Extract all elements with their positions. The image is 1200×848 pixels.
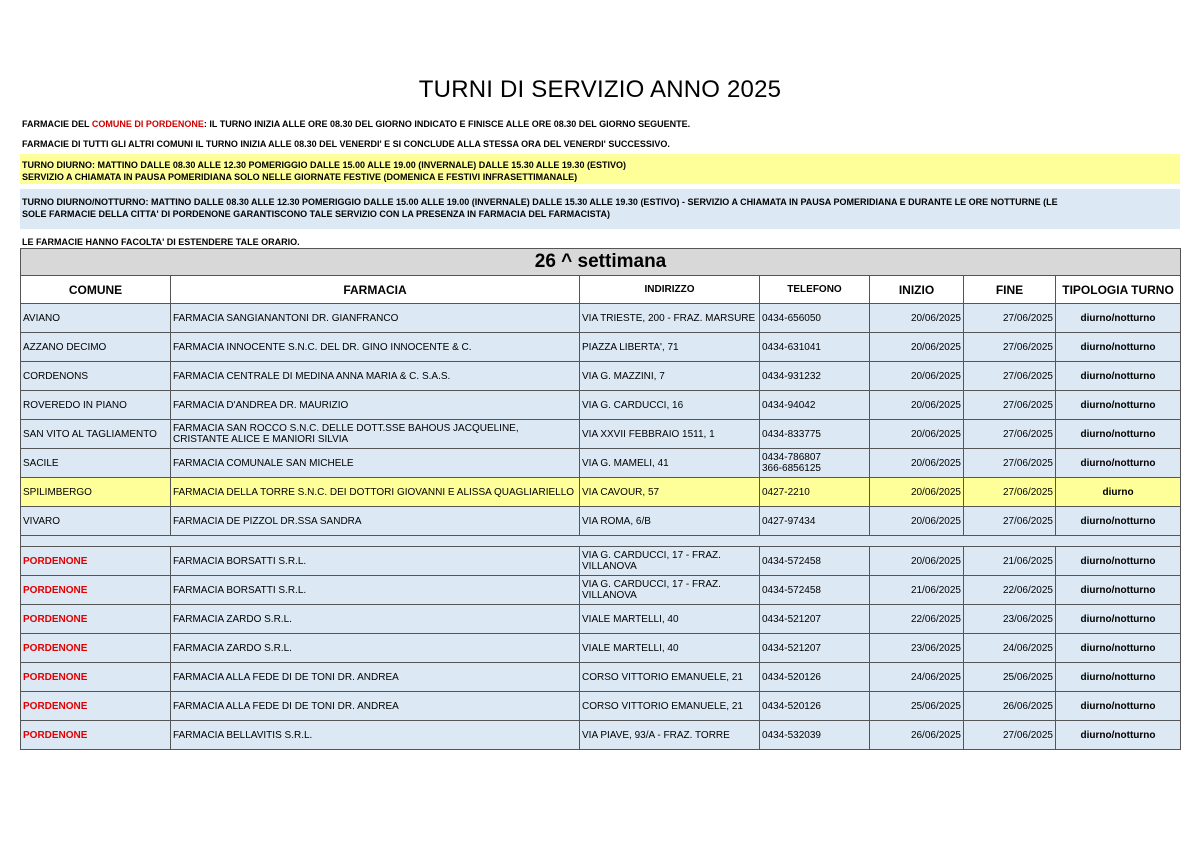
cell-telefono: 0427-2210 xyxy=(760,478,870,507)
cell-tipologia: diurno/notturno xyxy=(1056,507,1181,536)
cell-comune: AVIANO xyxy=(21,304,171,333)
cell-comune: VIVARO xyxy=(21,507,171,536)
cell-fine: 26/06/2025 xyxy=(964,692,1056,721)
cell-fine: 27/06/2025 xyxy=(964,304,1056,333)
cell-farmacia: FARMACIA D'ANDREA DR. MAURIZIO xyxy=(171,391,580,420)
table-row xyxy=(21,663,1181,692)
cell-inizio: 20/06/2025 xyxy=(870,304,964,333)
cell-indirizzo: VIA G. CARDUCCI, 16 xyxy=(580,391,760,420)
cell-inizio: 20/06/2025 xyxy=(870,391,964,420)
cell-tipologia: diurno/notturno xyxy=(1056,634,1181,663)
cell-farmacia: FARMACIA ZARDO S.R.L. xyxy=(171,605,580,634)
note-notturno-1: TURNO DIURNO/NOTTURNO: MATTINO DALLE 08.30 ALLE 12.30 POMERIGGIO DALLE 15.00 ALLE 19.00 (INVERNALE) DALLE 15.30 ALLE 19.30 (ESTIVO) - SERVIZIO A CHIAMATA IN PAUSA POMERIDIANA E DURANTE LE ORE NOTTURNE (LE xyxy=(22,197,1058,207)
cell-farmacia: FARMACIA ZARDO S.R.L. xyxy=(171,634,580,663)
cell-tipologia: diurno/notturno xyxy=(1056,692,1181,721)
cell-telefono: 0434-631041 xyxy=(760,333,870,362)
cell-inizio: 24/06/2025 xyxy=(870,663,964,692)
table-row xyxy=(21,605,1181,634)
cell-tipologia: diurno/notturno xyxy=(1056,547,1181,576)
cell-comune: PORDENONE xyxy=(21,576,171,605)
cell-fine: 27/06/2025 xyxy=(964,333,1056,362)
cell-tipologia: diurno/notturno xyxy=(1056,420,1181,449)
cell-inizio: 20/06/2025 xyxy=(870,478,964,507)
cell-indirizzo: VIALE MARTELLI, 40 xyxy=(580,634,760,663)
cell-comune: PORDENONE xyxy=(21,663,171,692)
cell-fine: 27/06/2025 xyxy=(964,362,1056,391)
table-row xyxy=(21,576,1181,605)
cell-telefono: 0434-833775 xyxy=(760,420,870,449)
cell-indirizzo: VIA G. CARDUCCI, 17 - FRAZ. VILLANOVA xyxy=(580,547,760,576)
cell-inizio: 21/06/2025 xyxy=(870,576,964,605)
cell-indirizzo: VIA G. CARDUCCI, 17 - FRAZ. VILLANOVA xyxy=(580,576,760,605)
cell-farmacia: FARMACIA ALLA FEDE DI DE TONI DR. ANDREA xyxy=(171,663,580,692)
header-indirizzo: INDIRIZZO xyxy=(580,276,760,304)
cell-tipologia: diurno/notturno xyxy=(1056,605,1181,634)
cell-indirizzo: VIA G. MAZZINI, 7 xyxy=(580,362,760,391)
cell-comune: SAN VITO AL TAGLIAMENTO xyxy=(21,420,171,449)
cell-farmacia: FARMACIA ALLA FEDE DI DE TONI DR. ANDREA xyxy=(171,692,580,721)
header-inizio: INIZIO xyxy=(870,276,964,304)
note-facolta: LE FARMACIE HANNO FACOLTA' DI ESTENDERE TALE ORARIO. xyxy=(22,237,300,247)
cell-comune: SPILIMBERGO xyxy=(21,478,171,507)
cell-tipologia: diurno/notturno xyxy=(1056,576,1181,605)
other-comuni-rows xyxy=(21,304,1181,536)
cell-farmacia: FARMACIA DE PIZZOL DR.SSA SANDRA xyxy=(171,507,580,536)
cell-fine: 27/06/2025 xyxy=(964,507,1056,536)
cell-telefono: 0434-521207 xyxy=(760,605,870,634)
header-tipologia: TIPOLOGIA TURNO xyxy=(1056,276,1181,304)
cell-farmacia: FARMACIA INNOCENTE S.N.C. DEL DR. GINO INNOCENTE & C. xyxy=(171,333,580,362)
cell-fine: 22/06/2025 xyxy=(964,576,1056,605)
table-row xyxy=(21,333,1181,362)
cell-farmacia: FARMACIA BELLAVITIS S.R.L. xyxy=(171,721,580,750)
cell-inizio: 20/06/2025 xyxy=(870,449,964,478)
cell-fine: 27/06/2025 xyxy=(964,449,1056,478)
header-telefono: TELEFONO xyxy=(760,276,870,304)
spacer-row xyxy=(21,536,1181,547)
page-title: TURNI DI SERVIZIO ANNO 2025 xyxy=(418,76,782,103)
table-row xyxy=(21,449,1181,478)
cell-comune: CORDENONS xyxy=(21,362,171,391)
cell-fine: 24/06/2025 xyxy=(964,634,1056,663)
cell-indirizzo: VIA XXVII FEBBRAIO 1511, 1 xyxy=(580,420,760,449)
cell-fine: 25/06/2025 xyxy=(964,663,1056,692)
cell-indirizzo: VIALE MARTELLI, 40 xyxy=(580,605,760,634)
cell-inizio: 25/06/2025 xyxy=(870,692,964,721)
note-notturno-2: SOLE FARMACIE DELLA CITTA' DI PORDENONE GARANTISCONO TALE SERVIZIO CON LA PRESENZA IN FARMACIA DEL FARMACISTA) xyxy=(22,209,610,219)
cell-tipologia: diurno/notturno xyxy=(1056,391,1181,420)
note-pordenone xyxy=(22,118,690,130)
cell-inizio: 26/06/2025 xyxy=(870,721,964,750)
week-label: 26 ^ settimana xyxy=(21,249,1181,276)
cell-indirizzo: VIA PIAVE, 93/A - FRAZ. TORRE xyxy=(580,721,760,750)
header-farmacia: FARMACIA xyxy=(171,276,580,304)
cell-tipologia: diurno/notturno xyxy=(1056,721,1181,750)
cell-tipologia: diurno/notturno xyxy=(1056,449,1181,478)
cell-farmacia: FARMACIA CENTRALE DI MEDINA ANNA MARIA & C. S.A.S. xyxy=(171,362,580,391)
cell-tipologia: diurno/notturno xyxy=(1056,304,1181,333)
cell-tipologia: diurno/notturno xyxy=(1056,362,1181,391)
cell-telefono: 0434-786807 366-6856125 xyxy=(760,449,870,478)
cell-fine: 27/06/2025 xyxy=(964,478,1056,507)
table-row xyxy=(21,420,1181,449)
cell-telefono: 0434-532039 xyxy=(760,721,870,750)
cell-comune: SACILE xyxy=(21,449,171,478)
cell-comune: AZZANO DECIMO xyxy=(21,333,171,362)
table-row xyxy=(21,547,1181,576)
cell-comune: PORDENONE xyxy=(21,605,171,634)
cell-tipologia: diurno/notturno xyxy=(1056,333,1181,362)
cell-telefono: 0434-521207 xyxy=(760,634,870,663)
note-pordenone-highlight: COMUNE DI PORDENONE xyxy=(91,119,204,129)
cell-farmacia: FARMACIA SANGIANANTONI DR. GIANFRANCO xyxy=(171,304,580,333)
table-row xyxy=(21,304,1181,333)
cell-fine: 23/06/2025 xyxy=(964,605,1056,634)
cell-telefono: 0434-520126 xyxy=(760,663,870,692)
note-pordenone-suffix: : IL TURNO INIZIA ALLE ORE 08.30 DEL GIORNO INDICATO E FINISCE ALLE ORE 08.30 DEL GIORNO SEGUENTE. xyxy=(203,119,691,129)
cell-farmacia: FARMACIA BORSATTI S.R.L. xyxy=(171,576,580,605)
cell-farmacia: FARMACIA BORSATTI S.R.L. xyxy=(171,547,580,576)
note-pordenone-prefix: FARMACIE DEL xyxy=(22,119,92,129)
cell-indirizzo: CORSO VITTORIO EMANUELE, 21 xyxy=(580,663,760,692)
table-row xyxy=(21,634,1181,663)
turni-table xyxy=(20,248,1181,750)
cell-farmacia: FARMACIA COMUNALE SAN MICHELE xyxy=(171,449,580,478)
table-row xyxy=(21,478,1181,507)
note-diurno-2: SERVIZIO A CHIAMATA IN PAUSA POMERIDIANA SOLO NELLE GIORNATE FESTIVE (DOMENICA E FESTIVI INFRASETTIMANALE) xyxy=(22,172,578,182)
cell-inizio: 20/06/2025 xyxy=(870,547,964,576)
cell-telefono: 0434-572458 xyxy=(760,576,870,605)
cell-indirizzo: VIA CAVOUR, 57 xyxy=(580,478,760,507)
cell-comune: PORDENONE xyxy=(21,721,171,750)
cell-tipologia: diurno xyxy=(1056,478,1181,507)
cell-telefono: 0434-94042 xyxy=(760,391,870,420)
cell-inizio: 20/06/2025 xyxy=(870,420,964,449)
cell-inizio: 20/06/2025 xyxy=(870,362,964,391)
cell-farmacia: FARMACIA SAN ROCCO S.N.C. DELLE DOTT.SSE BAHOUS JACQUELINE, CRISTANTE ALICE E MANIORI SILVIA xyxy=(171,420,580,449)
note-diurno-1: TURNO DIURNO: MATTINO DALLE 08.30 ALLE 12.30 POMERIGGIO DALLE 15.00 ALLE 19.00 (INVERNALE) DALLE 15.30 ALLE 19.30 (ESTIVO) xyxy=(22,160,626,170)
cell-indirizzo: PIAZZA LIBERTA', 71 xyxy=(580,333,760,362)
cell-telefono: 0434-656050 xyxy=(760,304,870,333)
cell-inizio: 20/06/2025 xyxy=(870,333,964,362)
cell-fine: 27/06/2025 xyxy=(964,721,1056,750)
table-row xyxy=(21,391,1181,420)
cell-indirizzo: CORSO VITTORIO EMANUELE, 21 xyxy=(580,692,760,721)
table-row xyxy=(21,721,1181,750)
cell-fine: 21/06/2025 xyxy=(964,547,1056,576)
cell-telefono: 0434-520126 xyxy=(760,692,870,721)
table-row xyxy=(21,362,1181,391)
cell-comune: ROVEREDO IN PIANO xyxy=(21,391,171,420)
cell-farmacia: FARMACIA DELLA TORRE S.N.C. DEI DOTTORI GIOVANNI E ALISSA QUAGLIARIELLO xyxy=(171,478,580,507)
cell-tipologia: diurno/notturno xyxy=(1056,663,1181,692)
cell-inizio: 20/06/2025 xyxy=(870,507,964,536)
cell-comune: PORDENONE xyxy=(21,634,171,663)
header-comune: COMUNE xyxy=(21,276,171,304)
pordenone-rows xyxy=(21,547,1181,750)
cell-telefono: 0427-97434 xyxy=(760,507,870,536)
cell-fine: 27/06/2025 xyxy=(964,420,1056,449)
cell-telefono: 0434-931232 xyxy=(760,362,870,391)
cell-indirizzo: VIA ROMA, 6/B xyxy=(580,507,760,536)
header-fine: FINE xyxy=(964,276,1056,304)
cell-comune: PORDENONE xyxy=(21,692,171,721)
note-other-comuni: FARMACIE DI TUTTI GLI ALTRI COMUNI IL TURNO INIZIA ALLE 08.30 DEL VENERDI' E SI CONCLUDE ALLA STESSA ORA DEL VENERDI' SUCCESSIVO. xyxy=(22,139,670,149)
cell-fine: 27/06/2025 xyxy=(964,391,1056,420)
cell-inizio: 23/06/2025 xyxy=(870,634,964,663)
table-row xyxy=(21,692,1181,721)
cell-comune: PORDENONE xyxy=(21,547,171,576)
table-row xyxy=(21,507,1181,536)
cell-inizio: 22/06/2025 xyxy=(870,605,964,634)
cell-indirizzo: VIA TRIESTE, 200 - FRAZ. MARSURE xyxy=(580,304,760,333)
cell-telefono: 0434-572458 xyxy=(760,547,870,576)
cell-indirizzo: VIA G. MAMELI, 41 xyxy=(580,449,760,478)
